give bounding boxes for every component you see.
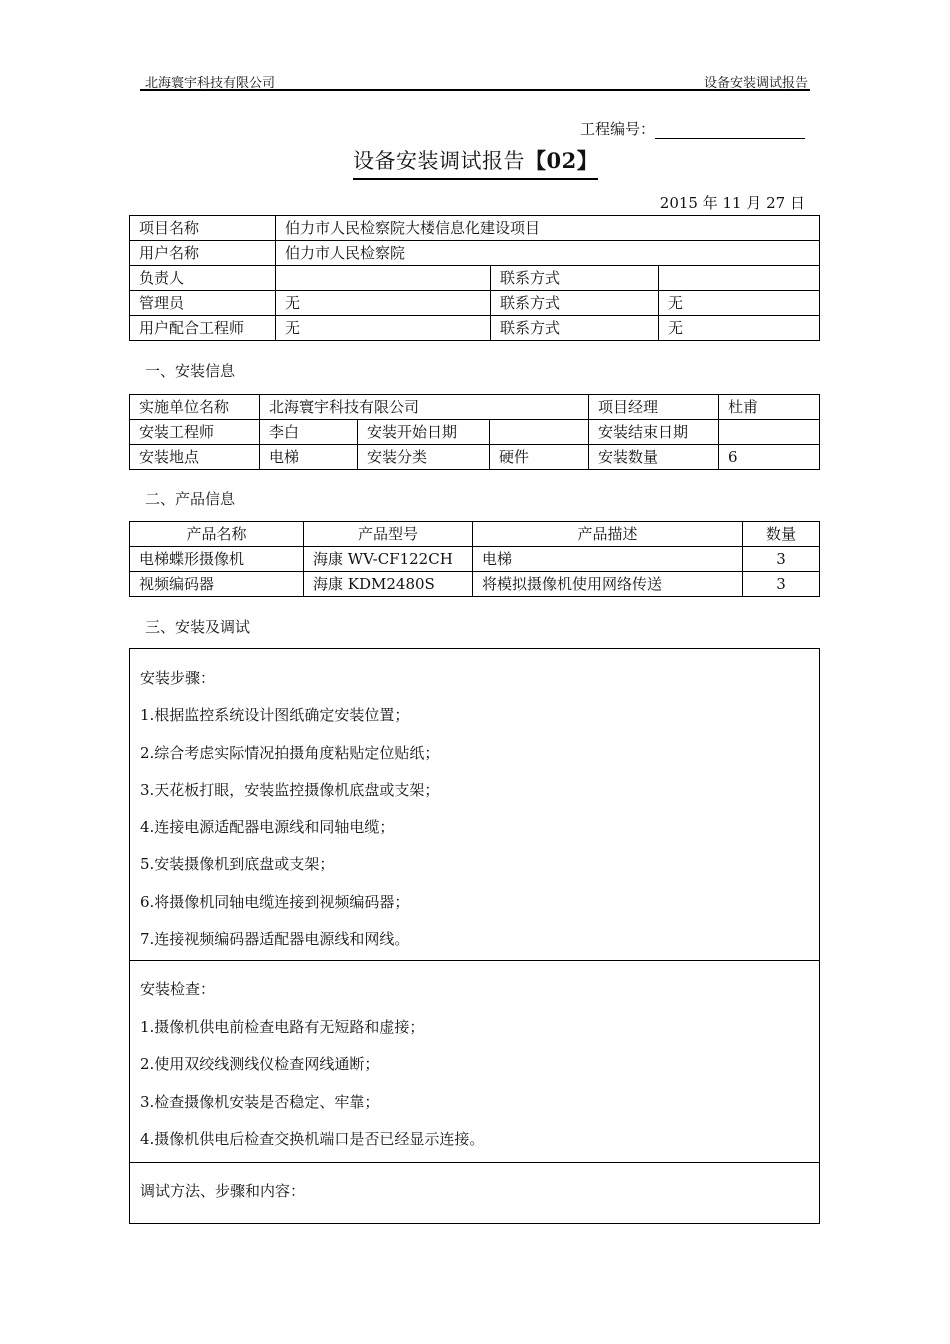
user-name-value: 伯力市人民检察院 [276, 241, 820, 266]
page-title-number: 【02】 [525, 148, 599, 173]
header-rule [140, 89, 810, 91]
table-row [130, 445, 820, 470]
product-description: 电梯 [473, 547, 743, 572]
table-row [130, 291, 820, 316]
column-header: 数量 [743, 522, 820, 547]
unit-label: 实施单位名称 [130, 395, 260, 420]
table-header-row [130, 522, 820, 547]
header-doc-title: 设备安装调试报告 [703, 76, 808, 91]
page-title-text: 设备安装调试报告 [353, 149, 525, 173]
section-heading-install: 一、安装信息 [145, 362, 236, 380]
table-row [130, 266, 820, 291]
list-item: 3.天花板打眼，安装监控摄像机底盘或支架； [140, 781, 440, 799]
person-value: 无 [276, 316, 491, 341]
table-row [130, 420, 820, 445]
product-model: 海康 KDM2480S [304, 572, 473, 597]
list-item: 4.摄像机供电后检查交换机端口是否已经显示连接。 [140, 1130, 485, 1148]
start-date-label: 安装开始日期 [358, 420, 490, 445]
list-item: 6.将摄像机同轴电缆连接到视频编码器； [140, 893, 410, 911]
debug-title: 调试方法、步骤和内容： [140, 1182, 306, 1200]
pm-value: 杜甫 [719, 395, 820, 420]
location-label: 安装地点 [130, 445, 260, 470]
install-steps-box [129, 648, 820, 961]
product-description: 将模拟摄像机使用网络传送 [473, 572, 743, 597]
product-quantity: 3 [743, 572, 820, 597]
pm-label: 项目经理 [589, 395, 719, 420]
quantity-value: 6 [719, 445, 820, 470]
engineer-label: 安装工程师 [130, 420, 260, 445]
table-row [130, 572, 820, 597]
list-item: 3.检查摄像机安装是否稳定、牢靠； [140, 1093, 380, 1111]
section-heading-setup: 三、安装及调试 [145, 618, 251, 636]
project-name-label: 项目名称 [130, 216, 276, 241]
column-header: 产品型号 [304, 522, 473, 547]
project-name-value: 伯力市人民检察院大楼信息化建设项目 [276, 216, 820, 241]
table-row [130, 241, 820, 266]
project-number [580, 118, 805, 139]
column-header: 产品名称 [130, 522, 304, 547]
install-steps-title: 安装步骤： [140, 669, 216, 687]
product-quantity: 3 [743, 547, 820, 572]
list-item: 5.安装摄像机到底盘或支架； [140, 855, 335, 873]
location-value: 电梯 [260, 445, 358, 470]
report-date: 2015 年 11 月 27 日 [659, 194, 805, 212]
section-heading-product: 二、产品信息 [145, 490, 236, 508]
basic-info-table [129, 215, 820, 341]
person-label: 管理员 [130, 291, 276, 316]
contact-value: 无 [659, 291, 820, 316]
list-item: 1.根据监控系统设计图纸确定安装位置； [140, 706, 410, 724]
table-row [130, 547, 820, 572]
contact-label: 联系方式 [491, 316, 659, 341]
product-model: 海康 WV-CF122CH [304, 547, 473, 572]
start-date-value [490, 420, 589, 445]
user-name-label: 用户名称 [130, 241, 276, 266]
header-company: 北海寰宇科技有限公司 [145, 76, 276, 91]
category-value: 硬件 [490, 445, 589, 470]
contact-label: 联系方式 [491, 291, 659, 316]
product-name: 电梯蝶形摄像机 [130, 547, 304, 572]
end-date-label: 安装结束日期 [589, 420, 719, 445]
end-date-value [719, 420, 820, 445]
column-header: 产品描述 [473, 522, 743, 547]
contact-value: 无 [659, 316, 820, 341]
list-item: 1.摄像机供电前检查电路有无短路和虚接； [140, 1018, 425, 1036]
product-table [129, 521, 820, 597]
list-item: 2.综合考虑实际情况拍摄角度粘贴定位贴纸； [140, 744, 440, 762]
install-check-box [129, 960, 820, 1163]
debug-box [129, 1162, 820, 1224]
contact-value [659, 266, 820, 291]
engineer-value: 李白 [260, 420, 358, 445]
table-row [130, 316, 820, 341]
list-item: 4.连接电源适配器电源线和同轴电缆； [140, 818, 395, 836]
project-number-blank [655, 124, 805, 139]
table-row [130, 395, 820, 420]
person-label: 用户配合工程师 [130, 316, 276, 341]
product-name: 视频编码器 [130, 572, 304, 597]
quantity-label: 安装数量 [589, 445, 719, 470]
table-row [130, 216, 820, 241]
unit-value: 北海寰宇科技有限公司 [260, 395, 589, 420]
page-title [353, 145, 598, 180]
contact-label: 联系方式 [491, 266, 659, 291]
install-check-title: 安装检查： [140, 980, 216, 998]
list-item: 7.连接视频编码器适配器电源线和网线。 [140, 930, 410, 948]
project-number-label: 工程编号： [579, 120, 655, 138]
person-value [276, 266, 491, 291]
person-label: 负责人 [130, 266, 276, 291]
person-value: 无 [276, 291, 491, 316]
install-info-table [129, 394, 820, 470]
category-label: 安装分类 [358, 445, 490, 470]
list-item: 2.使用双绞线测线仪检查网线通断； [140, 1055, 380, 1073]
